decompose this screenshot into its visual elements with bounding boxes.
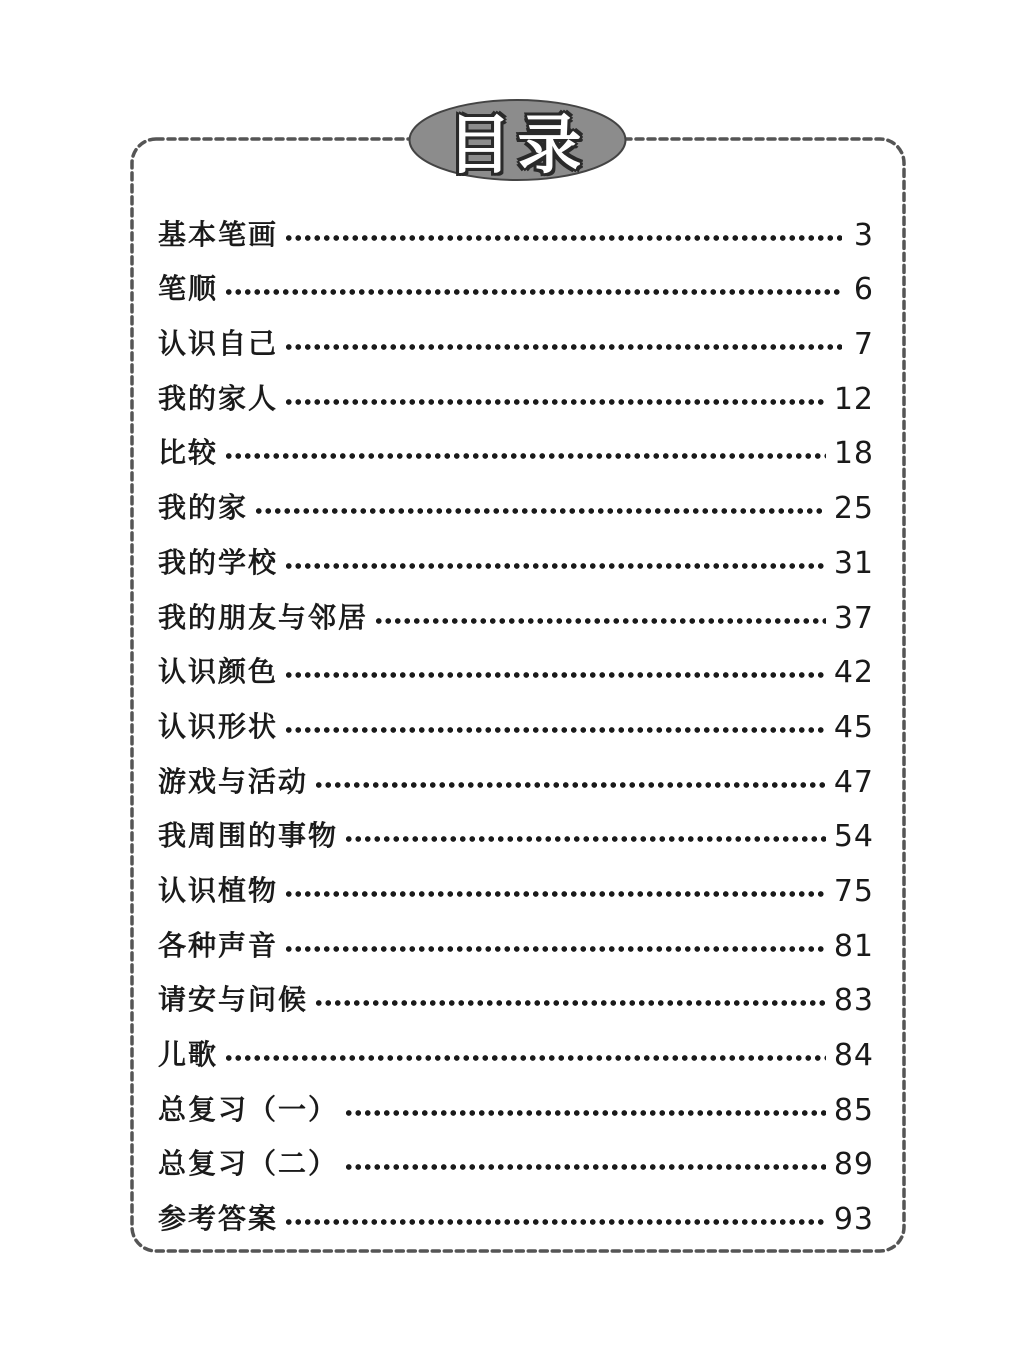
toc-row[interactable] xyxy=(158,1182,874,1237)
toc-entry-title: 我周围的事物 xyxy=(158,819,339,853)
toc-entry-title: 比较 xyxy=(158,436,219,470)
toc-page-number: 18 xyxy=(833,436,874,472)
toc-row[interactable] xyxy=(158,964,874,1019)
toc-row[interactable] xyxy=(158,636,874,691)
toc-row[interactable] xyxy=(158,1073,874,1128)
dot-leader xyxy=(284,670,826,680)
toc-page-number: 3 xyxy=(853,217,874,253)
toc-page-number: 45 xyxy=(833,709,874,745)
dot-leader xyxy=(284,944,826,954)
toc-row[interactable] xyxy=(158,581,874,636)
toc-page-number: 37 xyxy=(833,600,874,636)
dot-leader xyxy=(284,1217,826,1227)
toc-row[interactable] xyxy=(158,800,874,855)
toc-page-number: 85 xyxy=(833,1092,874,1128)
toc-entry-title: 各种声音 xyxy=(158,928,279,962)
toc-page-number: 42 xyxy=(833,655,874,691)
toc-row[interactable] xyxy=(158,690,874,745)
toc-entry-title: 认识植物 xyxy=(158,873,279,907)
toc-entry-title: 我的家 xyxy=(158,491,249,525)
toc-page-number: 54 xyxy=(833,819,874,855)
dot-leader xyxy=(224,451,826,461)
toc-entry-title: 请安与问候 xyxy=(158,983,309,1017)
toc-row[interactable] xyxy=(158,909,874,964)
toc-row[interactable] xyxy=(158,745,874,800)
toc-page-number: 93 xyxy=(833,1202,874,1238)
table-of-contents xyxy=(158,198,874,1237)
toc-entry-title: 认识颜色 xyxy=(158,655,279,689)
toc-row[interactable] xyxy=(158,854,874,909)
toc-entry-title: 儿歌 xyxy=(158,1038,219,1071)
page-title: 目录 xyxy=(447,109,588,183)
toc-entry-title: 我的学校 xyxy=(158,545,279,579)
dot-leader xyxy=(224,1053,826,1063)
dot-leader xyxy=(284,561,826,571)
toc-entry-title: 总复习（二） xyxy=(158,1147,339,1181)
toc-row[interactable] xyxy=(158,1018,874,1073)
toc-page-number: 6 xyxy=(853,272,874,308)
dot-leader xyxy=(284,342,842,352)
toc-page-number: 12 xyxy=(833,381,874,417)
toc-entry-title: 认识形状 xyxy=(158,709,279,743)
dot-leader xyxy=(284,233,842,243)
dot-leader xyxy=(284,725,826,735)
toc-entry-title: 我的朋友与邻居 xyxy=(158,600,369,634)
toc-row[interactable] xyxy=(158,526,874,581)
toc-entry-title: 基本笔画 xyxy=(158,217,279,251)
toc-row[interactable] xyxy=(158,471,874,526)
toc-row[interactable] xyxy=(158,417,874,472)
toc-entry-title: 总复习（一） xyxy=(158,1092,339,1126)
dot-leader xyxy=(284,889,826,899)
toc-page-number: 83 xyxy=(833,983,874,1019)
toc-page-number: 7 xyxy=(853,327,874,363)
toc-entry-title: 认识自己 xyxy=(158,327,279,361)
toc-row[interactable] xyxy=(158,253,874,308)
dot-leader xyxy=(254,506,826,516)
toc-row[interactable] xyxy=(158,362,874,417)
toc-entry-title: 参考答案 xyxy=(158,1202,279,1236)
dot-leader xyxy=(224,287,842,297)
dot-leader xyxy=(344,1162,826,1172)
toc-page-number: 47 xyxy=(833,764,874,800)
toc-page-number: 75 xyxy=(833,873,874,909)
toc-page-number: 81 xyxy=(833,928,874,964)
dot-leader xyxy=(344,1108,826,1118)
toc-page-number: 25 xyxy=(833,491,874,527)
toc-page-number: 31 xyxy=(833,545,874,581)
toc-row[interactable] xyxy=(158,198,874,253)
toc-entry-title: 笔顺 xyxy=(158,272,219,306)
toc-page-number: 89 xyxy=(833,1147,874,1183)
dot-leader xyxy=(374,616,826,626)
toc-page-number: 84 xyxy=(833,1038,874,1073)
toc-row[interactable] xyxy=(158,307,874,362)
dot-leader xyxy=(344,834,826,844)
toc-entry-title: 我的家人 xyxy=(158,381,279,415)
dot-leader xyxy=(284,397,826,407)
toc-row[interactable] xyxy=(158,1128,874,1183)
dot-leader xyxy=(314,780,826,790)
dot-leader xyxy=(314,998,826,1008)
toc-entry-title: 游戏与活动 xyxy=(158,764,309,798)
